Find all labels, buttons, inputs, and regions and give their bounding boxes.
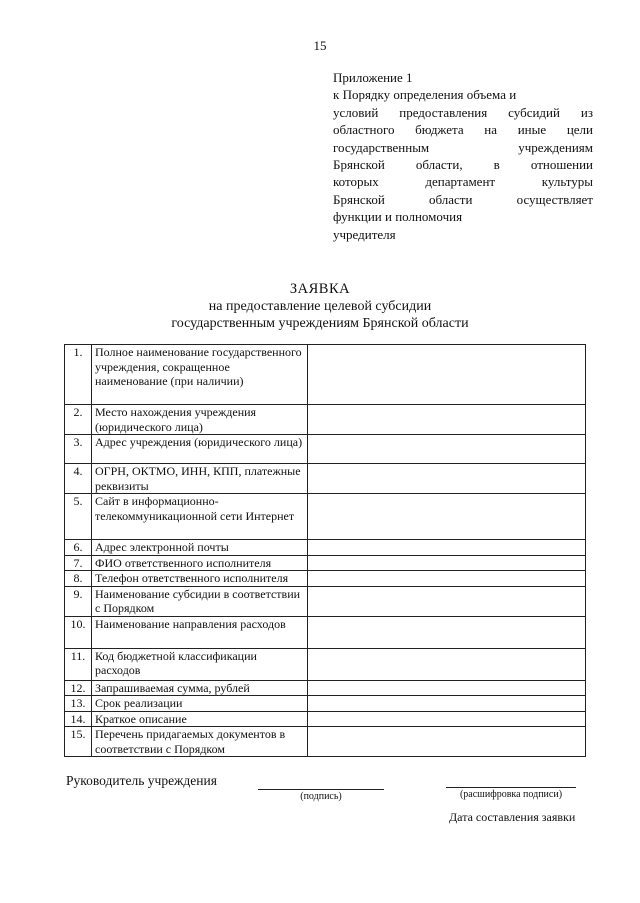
signature-caption: (подпись) bbox=[300, 791, 342, 802]
table-row bbox=[65, 464, 586, 494]
row-value[interactable] bbox=[308, 555, 586, 571]
row-number: 3. bbox=[65, 435, 92, 464]
row-value[interactable] bbox=[308, 494, 586, 540]
head-label: Руководитель учреждения bbox=[66, 773, 217, 788]
row-value[interactable] bbox=[308, 571, 586, 587]
appendix-header bbox=[333, 69, 593, 243]
table-row bbox=[65, 345, 586, 405]
row-label: Наименование субсидии в соответствии с Порядком bbox=[92, 586, 308, 616]
decoding-caption: (расшифровка подписи) bbox=[459, 789, 563, 800]
row-number: 9. bbox=[65, 586, 92, 616]
appendix-line: областного бюджета на иные цели bbox=[333, 122, 593, 138]
title-subtitle: на предоставление целевой субсидии bbox=[208, 299, 432, 314]
row-value[interactable] bbox=[308, 405, 586, 435]
row-label: Краткое описание bbox=[92, 711, 308, 727]
row-number: 4. bbox=[65, 464, 92, 494]
table-row bbox=[65, 586, 586, 616]
row-label: Телефон ответственного исполнителя bbox=[92, 571, 308, 587]
appendix-line: Приложение 1 bbox=[333, 70, 413, 85]
row-value[interactable] bbox=[308, 464, 586, 494]
row-number: 2. bbox=[65, 405, 92, 435]
table-row bbox=[65, 680, 586, 696]
row-label: ОГРН, ОКТМО, ИНН, КПП, платежные реквизиты bbox=[92, 464, 308, 494]
row-number: 11. bbox=[65, 648, 92, 680]
row-label: Полное наименование государственного учреждения, сокращенное наименование (при наличии) bbox=[92, 345, 308, 405]
table-row bbox=[65, 648, 586, 680]
row-number: 6. bbox=[65, 540, 92, 556]
row-number: 14. bbox=[65, 711, 92, 727]
row-value[interactable] bbox=[308, 345, 586, 405]
appendix-line: которых департамент культуры bbox=[333, 174, 593, 190]
table-row bbox=[65, 540, 586, 556]
title-main: ЗАЯВКА bbox=[289, 281, 351, 297]
table-row bbox=[65, 405, 586, 435]
appendix-line: Брянской области, в отношении bbox=[333, 157, 593, 173]
table-row bbox=[65, 555, 586, 571]
row-value[interactable] bbox=[308, 435, 586, 464]
application-table bbox=[64, 344, 586, 757]
row-value[interactable] bbox=[308, 711, 586, 727]
row-number: 12. bbox=[65, 680, 92, 696]
title-subtitle: государственным учреждениям Брянской области bbox=[171, 316, 469, 331]
row-label: Адрес электронной почты bbox=[92, 540, 308, 556]
row-value[interactable] bbox=[308, 586, 586, 616]
row-value[interactable] bbox=[308, 540, 586, 556]
row-number: 5. bbox=[65, 494, 92, 540]
row-label: Сайт в информационно-телекоммуникационной сети Интернет bbox=[92, 494, 308, 540]
appendix-line: условий предоставления субсидий из bbox=[333, 104, 593, 120]
table-row bbox=[65, 571, 586, 587]
table-row bbox=[65, 711, 586, 727]
table-row bbox=[65, 696, 586, 712]
row-number: 15. bbox=[65, 727, 92, 757]
appendix-line: функции и полномочия bbox=[333, 209, 463, 225]
appendix-line: учредителя bbox=[333, 226, 396, 242]
document-title bbox=[0, 281, 640, 332]
row-label: Место нахождения учреждения (юридического лица) bbox=[92, 405, 308, 435]
row-value[interactable] bbox=[308, 616, 586, 648]
row-number: 7. bbox=[65, 555, 92, 571]
table-row bbox=[65, 616, 586, 648]
row-value[interactable] bbox=[308, 648, 586, 680]
appendix-line: государственным учреждениям bbox=[333, 139, 593, 155]
row-number: 8. bbox=[65, 571, 92, 587]
row-label: Адрес учреждения (юридического лица) bbox=[92, 435, 308, 464]
row-label: ФИО ответственного исполнителя bbox=[92, 555, 308, 571]
row-label: Код бюджетной классификации расходов bbox=[92, 648, 308, 680]
row-number: 10. bbox=[65, 616, 92, 648]
table-row bbox=[65, 435, 586, 464]
row-number: 1. bbox=[65, 345, 92, 405]
row-number: 13. bbox=[65, 696, 92, 712]
page-number: 15 bbox=[313, 38, 327, 53]
row-value[interactable] bbox=[308, 696, 586, 712]
table-row bbox=[65, 494, 586, 540]
signature-line[interactable] bbox=[258, 789, 384, 790]
row-label: Наименование направления расходов bbox=[92, 616, 308, 648]
date-label: Дата составления заявки bbox=[449, 810, 576, 824]
appendix-line: Брянской области осуществляет bbox=[333, 191, 593, 207]
appendix-line: к Порядку определения объема и bbox=[333, 87, 517, 103]
row-label: Срок реализации bbox=[92, 696, 308, 712]
row-label: Запрашиваемая сумма, рублей bbox=[92, 680, 308, 696]
decoding-line[interactable] bbox=[446, 787, 576, 788]
row-label: Перечень придагаемых документов в соответствии с Порядком bbox=[92, 727, 308, 757]
row-value[interactable] bbox=[308, 727, 586, 757]
table-row bbox=[65, 727, 586, 757]
row-value[interactable] bbox=[308, 680, 586, 696]
